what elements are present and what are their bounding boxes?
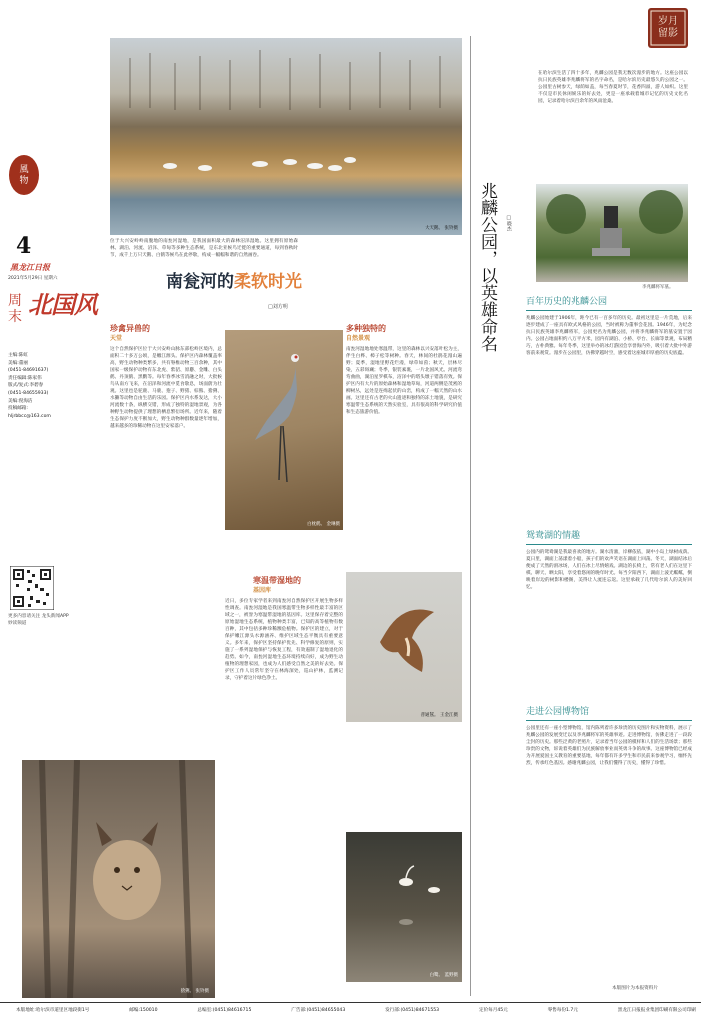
editor-line: 责任编辑:陈家伟 [8, 375, 42, 381]
main-intro [110, 238, 298, 266]
footer-printer: 黑龙江日报报业集团印刷有限公司印刷 [617, 1008, 696, 1013]
footer-address: 本版地址:哈尔滨市道里区地段街1号 [16, 1008, 90, 1013]
section-body: 公园里还有一座小型博物馆，馆内陈列着许多珍贵的历史图片和实物资料，展示了兆麟公园的发展变迁以及李兆麟将军的英雄事迹。走进博物馆，仿佛走进了一段段尘封的历史。那些泛黄的老照片，记录着当年公园的模样和人们的生活场景；那些珍贵的文物，诉说着英雄们为民族解放事业而英勇斗争的故事。这座博物馆已经成为开展爱国主义教育的重要基地，每年都有许多学生和市民前来参观学习，缅怀先烈，传承红色基因。感谢兆麟公园，让我们懂得了历史，懂得了珍惜。 [526, 726, 692, 767]
section-subtitle: 天堂 [110, 334, 123, 342]
section-title: 多种独特的 [346, 324, 386, 333]
author-name: 晓杰 [505, 221, 512, 231]
swans-photo [110, 38, 462, 235]
footer-retail-price: 零售每份1.7元 [547, 1008, 578, 1013]
right-section-1 [526, 296, 692, 545]
editor-credits [8, 352, 72, 420]
crane-caption: 白枕鹤。 金琳摄 [307, 521, 340, 527]
statue-caption: 李兆麟将军墓。 [642, 285, 674, 290]
paper-name: 黑龙江日报 [10, 262, 50, 272]
editor-line: 美编:董丽 [8, 360, 28, 366]
photo-source-note: 本版图片为本报资料片 [612, 986, 658, 991]
section-body: 南瓮河湿地地处寒温带，这里的森林以兴安落叶松为主，伴生白桦、樟子松等树种。春天，林间的杜鹃花漫山遍野；夏季，湿地里野花烂漫，绿草如茵；秋天，层林尽染，五彩斑斓；冬季，银装素裹，一片北国风光。河流弯弯曲曲，湖泊星罗棋布，沼泽中的塔头墩子错落有致。保护区内有大片的原始森林和湿地草甸，河道两侧是茂密的柳树丛，远处是连绵起伏的山峦，构成了一幅天然的山水画。这里还有古老的火山遗迹和独特的冻土地貌，是研究寒温带生态系统的天然实验室，具有很高的科学研究价值和生态旅游价值。 [346, 346, 462, 415]
crane-icon [225, 330, 343, 530]
editor-line: 投稿邮箱: [8, 406, 28, 412]
editor-line: 美编:倪海洁 [8, 398, 33, 404]
qr-code[interactable] [10, 566, 54, 610]
heron-caption: 白鹭。 蓝野摄 [429, 972, 458, 978]
right-intro-text: 在哈尔滨生活了四十多年，兆麟公园是我无数次漫步的地方。这座公园以抗日民族英雄李兆麟将军的名字命名，是哈尔滨历史最悠久的公园之一。公园里古树参天，绿荫如盖，每当春夏时节，花香四溢，游人如织。这里不仅是市民休闲娱乐的好去处，更是一座承载着城市记忆的历史文化名园，记录着哈尔滨百余年的风雨沧桑。 [538, 71, 688, 104]
right-section-3 [526, 706, 692, 963]
column-logo [6, 285, 101, 345]
footer-postcode: 邮编:150010 [129, 1008, 158, 1013]
section-heading: 百年历史的兆麟公园 [526, 296, 692, 311]
right-author [505, 215, 512, 231]
badge-seal [646, 6, 690, 50]
footer-distribution: 发行部:(0451)84671553 [385, 1008, 440, 1013]
top-photo-caption: 大天鹅。 张铃摄 [425, 225, 458, 231]
seal-icon [4, 150, 44, 200]
lynx-caption: 猞猁。 张铃摄 [180, 988, 209, 994]
section-genebank [225, 576, 343, 928]
feng-seal [4, 150, 44, 200]
right-intro [538, 70, 688, 180]
lynx-photo [22, 760, 215, 998]
heron-icon [346, 832, 462, 982]
editor-email[interactable]: hljrbbcc@163.com [8, 413, 51, 419]
main-headline [166, 271, 302, 294]
section-body: 这个自然保护区位于大兴安岭山脉东部松岭区境内，总面积二十多万公顷，是嫩江源头。保护区内森林覆盖率高，野生动物种类繁多，共有脊椎动物三百余种，其中国家一级保护动物有东北虎、紫貂、原麝、金雕、白头鹤、丹顶鹤、黑鹳等。每年春季冰雪消融之时，大批候鸟从南方飞来，在沼泽和河流中觅食歇息，场面蔚为壮观。这里也是驼鹿、马鹿、狍子、野猪、棕熊、猞猁、水獭等动物自由生活的乐园。保护区内水系发达，大小河流数十条，纵横交错，形成了独特的湿地景观，为各种野生动物提供了理想的栖息繁衍场所。近年来，随着生态保护力度不断加大，野生动物种群数量逐年增加，越来越多的珍稀动物在这里安家落户。 [110, 346, 222, 429]
svg-text:物: 物 [19, 176, 29, 186]
footer-info [16, 1008, 696, 1014]
vertical-title-text: 兆麟公园，以英雄命名 [477, 182, 497, 352]
heron-photo [346, 832, 462, 982]
section-body: 公园内的鸳鸯湖是我最喜欢的地方。湖水清澈，岸柳依依，湖中小岛上绿树成荫。夏日里，湖面上荡漾着小船，孩子们的欢声笑语在湖面上回荡。冬天，湖面结冰后便成了天然的滑冰场，人们在冰上尽情嬉戏。湖边的长椅上，常有老人们在这里下棋、聊天、晒太阳，享受着悠闲的晚年时光。每当夕阳西下，湖面上波光粼粼，倒映着岸边的树影和楼阁，美得让人流连忘返。这里承载了几代哈尔滨人的美好回忆。 [526, 550, 692, 591]
byline-marker-icon: □ [268, 304, 273, 310]
editor-line: (0451-84655933) [8, 390, 49, 396]
section-heading: 走进公园博物馆 [526, 706, 692, 721]
column-big: 北国风 [28, 290, 97, 319]
footer-monthly-price: 定价每月45元 [478, 1008, 508, 1013]
qr-note: 更多内容请关注 龙头新闻APP 妙读频道 [8, 614, 69, 626]
forest-silhouette-icon [110, 38, 462, 235]
section-subtitle: 基因库 [253, 586, 272, 594]
qr-code-icon [10, 566, 54, 610]
section-rare-animals [110, 324, 222, 688]
column-small: 周末 [8, 293, 22, 325]
svg-text:風: 風 [19, 165, 29, 175]
right-section-2 [526, 530, 692, 717]
monument-icon [536, 184, 688, 282]
footer-rule [0, 1002, 701, 1003]
section-landscapes [346, 324, 462, 576]
editor-line: 主编:陈虹 [8, 353, 28, 358]
editor-line: (0451-84691637) [8, 368, 49, 374]
section-body: 近日，多位专家学者来到南瓮河自然保护区开展生物多样性调查。南瓮河湿地是我国寒温带生物多样性最丰富的区域之一，被誉为寒温带湿地的基因库。这里保存着完整的原始湿地生态系统，植物种类丰富，已知的高等植物有数百种，其中包括多种珍稀濒危植物。保护区的建立，对于保护嫩江源头水源涵养、维护区域生态平衡具有重要意义。多年来，保护区坚持保护优先、科学修复的原则，实施了一系列湿地保护与恢复工程，有效遏制了湿地退化的趋势。如今，南瓮河湿地生态环境持续向好，成为野生动植物的理想家园，也成为人们感受自然之美的好去处。保护区工作人员常年坚守在林海深处，巡山护林，监测记录，守护着这片绿色净土。 [225, 598, 343, 681]
section-subtitle: 自然景观 [346, 334, 371, 342]
statue-photo [536, 184, 688, 282]
intro-text: 位于大兴安岭岭南腹地的南瓮河湿地，是我国面积最大的森林沼泽湿地。这里拥有原始森林、湖泊、河流、沼泽、草甸等多种生态系统，是东北亚候鸟迁徙的重要通道，每到春秋时节，成千上万只天鹅、白鹤等候鸟在此停歇，构成一幅幅和谐的自然画卷。 [110, 239, 298, 258]
section-title: 寒温带湿地的 [253, 576, 301, 585]
headline-plain: 南瓮河的 [166, 272, 234, 292]
section-title: 珍禽异兽的 [110, 324, 150, 333]
hawk-caption: 普通鵟。 王金江摄 [420, 712, 458, 718]
column-divider [470, 36, 471, 996]
editor-line: 版式/复式:李碧春 [8, 383, 44, 389]
headline-accent: 柔软时光 [234, 272, 302, 292]
footer-ad-dept: 广告部:(0451)84655043 [291, 1008, 346, 1013]
badge-text: 岁月留影 [658, 16, 678, 39]
section-heading: 鸳鸯湖的情趣 [526, 530, 692, 545]
lynx-icon [22, 760, 215, 998]
hawk-icon [346, 572, 462, 722]
vertical-title [477, 182, 499, 362]
issue-date: 2021年5月29日 星期六 [8, 276, 58, 281]
page-number: 4 [16, 233, 32, 259]
main-byline [268, 304, 288, 311]
footer-editorial-office: 总编室:(0451)84616715 [197, 1008, 252, 1013]
section-body: 兆麟公园始建于1906年，距今已有一百多年的历史。最初这里是一片荒地，后来逐步建成了一座具有欧式风格的公园，当时被称为董事会花园。1946年，为纪念抗日民族英雄李兆麟将军，公园更名为兆麟公园，并将李兆麟将军的墓安置于园内。公园占地面积约八万平方米，园内有湖泊、小桥、亭台、长廊等景观，布局精巧，古朴典雅。每年冬季，这里举办的冰灯游园会享誉海内外，吸引着大批中外游客前来观赏。漫步在公园里，仿佛穿越时空，感受着这座城市厚重的历史底蕴。 [526, 316, 692, 357]
author-marker-icon: □ [505, 215, 512, 221]
crane-photo [225, 330, 343, 530]
hawk-photo [346, 572, 462, 722]
byline-name: 刘方明 [272, 304, 288, 310]
